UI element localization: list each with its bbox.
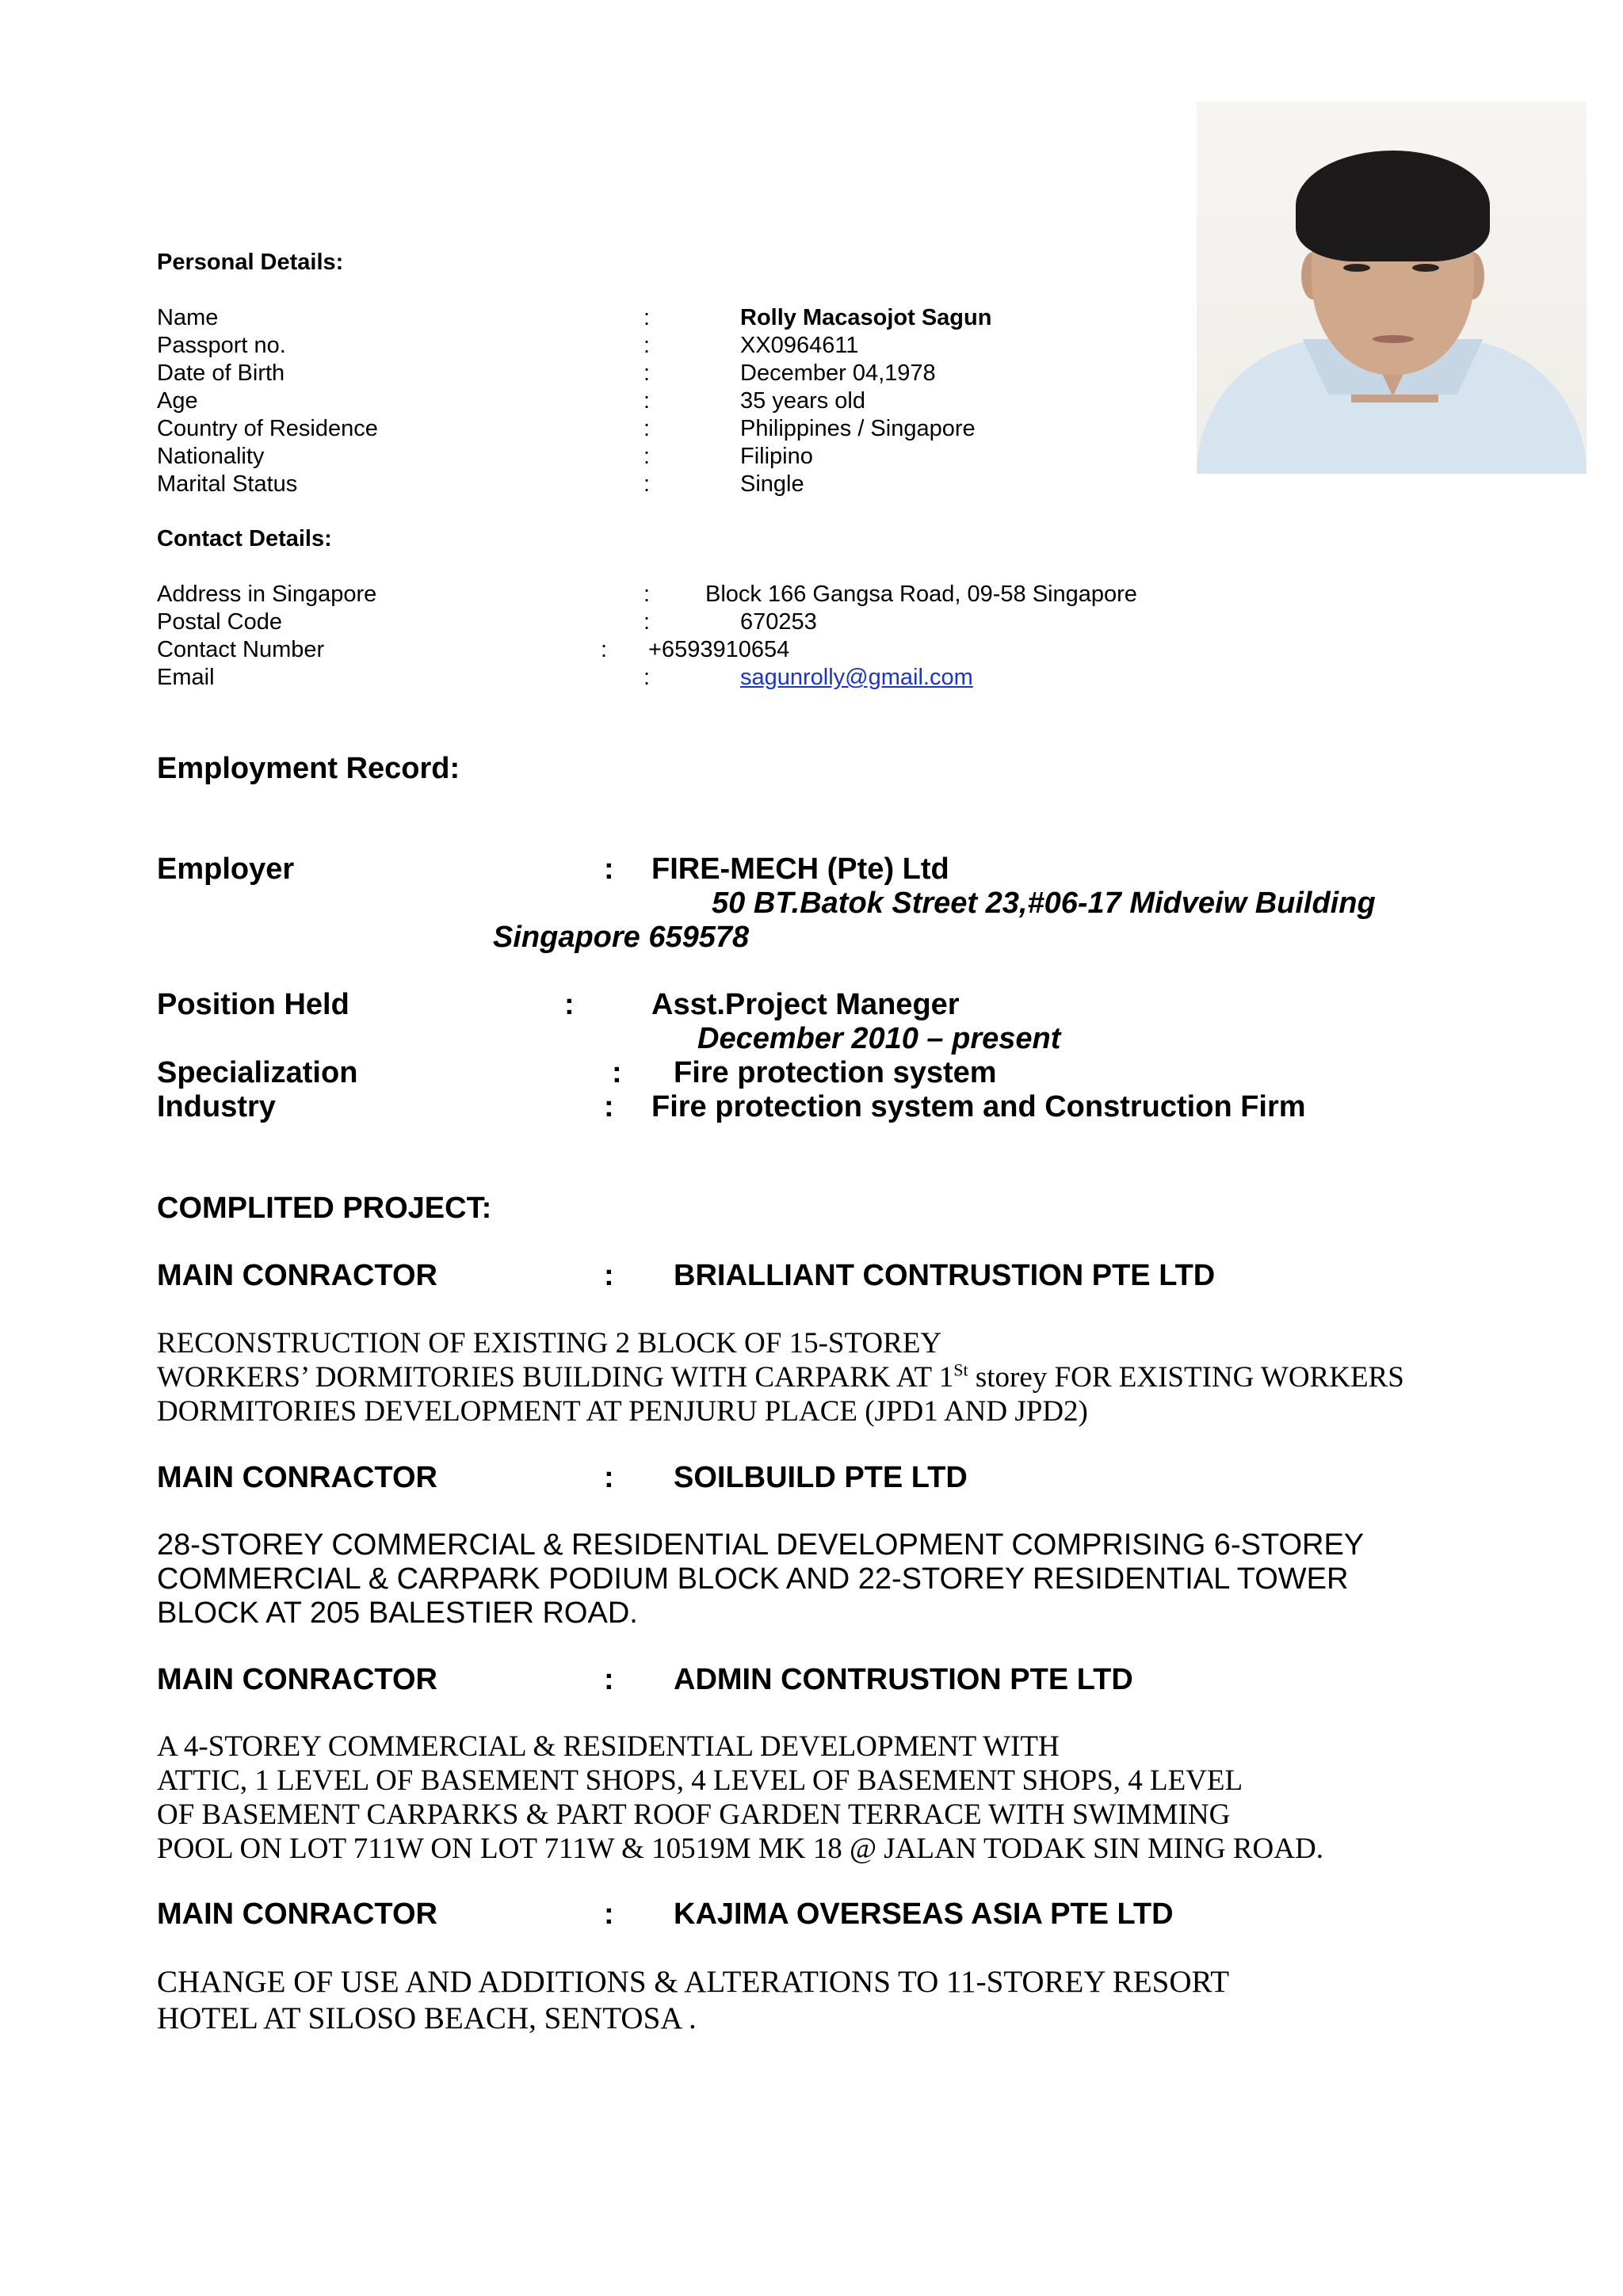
colon: :	[604, 852, 614, 886]
colon: :	[643, 444, 651, 469]
specialization-value: Fire protection system	[674, 1056, 997, 1089]
contractor-label: MAIN CONRACTOR	[157, 1663, 437, 1696]
colon: :	[604, 1897, 614, 1931]
label-address: Address in Singapore	[157, 582, 377, 607]
colon: :	[564, 988, 575, 1021]
contractor-name: KAJIMA OVERSEAS ASIA PTE LTD	[674, 1897, 1174, 1931]
colon: :	[604, 1259, 614, 1292]
value-country: Philippines / Singapore	[740, 416, 976, 441]
colon: :	[643, 360, 651, 386]
employer-label: Employer	[157, 852, 295, 886]
contractor-label: MAIN CONRACTOR	[157, 1259, 437, 1292]
colon: :	[604, 1663, 614, 1696]
label-nationality: Nationality	[157, 444, 265, 469]
label-name: Name	[157, 305, 219, 330]
project-description-line: OF BASEMENT CARPARKS & PART ROOF GARDEN TERRACE WITH SWIMMING	[157, 1798, 1231, 1831]
colon: :	[643, 665, 651, 690]
value-passport: XX0964611	[740, 333, 859, 358]
label-country: Country of Residence	[157, 416, 378, 441]
value-nationality: Filipino	[740, 444, 813, 469]
value-postal: 670253	[740, 609, 817, 635]
project-description-line: DORMITORIES DEVELOPMENT AT PENJURU PLACE (JPD1 AND JPD2)	[157, 1395, 1088, 1428]
value-dob: December 04,1978	[740, 360, 936, 386]
profile-photo	[1197, 101, 1587, 474]
colon: :	[643, 388, 651, 414]
employment-record-heading: Employment Record:	[157, 752, 460, 785]
colon: :	[643, 333, 651, 358]
label-contact-number: Contact Number	[157, 637, 325, 662]
employer-address-line-1: 50 BT.Batok Street 23,#06-17 Midveiw Building	[712, 887, 1376, 920]
project-description-line: RECONSTRUCTION OF EXISTING 2 BLOCK OF 15-STOREY	[157, 1327, 942, 1360]
colon: :	[612, 1056, 622, 1089]
value-marital: Single	[740, 471, 804, 497]
contact-details-heading: Contact Details:	[157, 526, 332, 551]
colon: :	[643, 305, 651, 330]
colon: :	[604, 1090, 614, 1123]
project-description-line: BLOCK AT 205 BALESTIER ROAD.	[157, 1596, 638, 1630]
project-description-line: 28-STOREY COMMERCIAL & RESIDENTIAL DEVELOPMENT COMPRISING 6-STOREY	[157, 1528, 1365, 1562]
value-address: Block 166 Gangsa Road, 09-58 Singapore	[705, 582, 1137, 607]
contractor-name: ADMIN CONTRUSTION PTE LTD	[674, 1663, 1133, 1696]
position-value: Asst.Project Maneger	[651, 988, 960, 1021]
project-description-line: A 4-STOREY COMMERCIAL & RESIDENTIAL DEVELOPMENT WITH	[157, 1730, 1060, 1763]
specialization-label: Specialization	[157, 1056, 358, 1089]
project-description-line: POOL ON LOT 711W ON LOT 711W & 10519M MK 18 @ JALAN TODAK SIN MING ROAD.	[157, 1833, 1323, 1865]
contractor-label: MAIN CONRACTOR	[157, 1897, 437, 1931]
value-name: Rolly Macasojot Sagun	[740, 305, 992, 330]
colon: :	[604, 1461, 614, 1494]
label-marital: Marital Status	[157, 471, 298, 497]
completed-project-heading: COMPLITED PROJECT:	[157, 1192, 492, 1225]
project-description-line: ATTIC, 1 LEVEL OF BASEMENT SHOPS, 4 LEVEL OF BASEMENT SHOPS, 4 LEVEL	[157, 1764, 1243, 1797]
employer-name: FIRE-MECH (Pte) Ltd	[651, 852, 949, 886]
label-age: Age	[157, 388, 198, 414]
position-label: Position Held	[157, 988, 349, 1021]
project-description-line: HOTEL AT SILOSO BEACH, SENTOSA .	[157, 2001, 697, 2035]
colon: :	[643, 471, 651, 497]
contractor-name: BRIALLIANT CONTRUSTION PTE LTD	[674, 1259, 1216, 1292]
colon: :	[643, 416, 651, 441]
label-email: Email	[157, 665, 215, 690]
colon: :	[643, 609, 651, 635]
contractor-name: SOILBUILD PTE LTD	[674, 1461, 968, 1494]
email-link[interactable]: sagunrolly@gmail.com	[740, 665, 973, 690]
contractor-label: MAIN CONRACTOR	[157, 1461, 437, 1494]
value-contact-number: +6593910654	[648, 637, 790, 662]
project-description-line: WORKERS’ DORMITORIES BUILDING WITH CARPARK AT 1St storey FOR EXISTING WORKERS	[157, 1360, 1404, 1394]
employment-period: December 2010 – present	[697, 1022, 1061, 1055]
label-passport: Passport no.	[157, 333, 286, 358]
label-postal: Postal Code	[157, 609, 282, 635]
project-description-line: COMMERCIAL & CARPARK PODIUM BLOCK AND 22-STOREY RESIDENTIAL TOWER	[157, 1562, 1349, 1596]
colon: :	[601, 637, 608, 662]
project-description-line: CHANGE OF USE AND ADDITIONS & ALTERATIONS TO 11-STOREY RESORT	[157, 1965, 1230, 1999]
industry-label: Industry	[157, 1090, 276, 1123]
employer-address-line-2: Singapore 659578	[493, 921, 750, 954]
industry-value: Fire protection system and Construction Firm	[651, 1090, 1306, 1123]
colon: :	[643, 582, 651, 607]
label-dob: Date of Birth	[157, 360, 285, 386]
value-age: 35 years old	[740, 388, 865, 414]
personal-details-heading: Personal Details:	[157, 250, 344, 275]
